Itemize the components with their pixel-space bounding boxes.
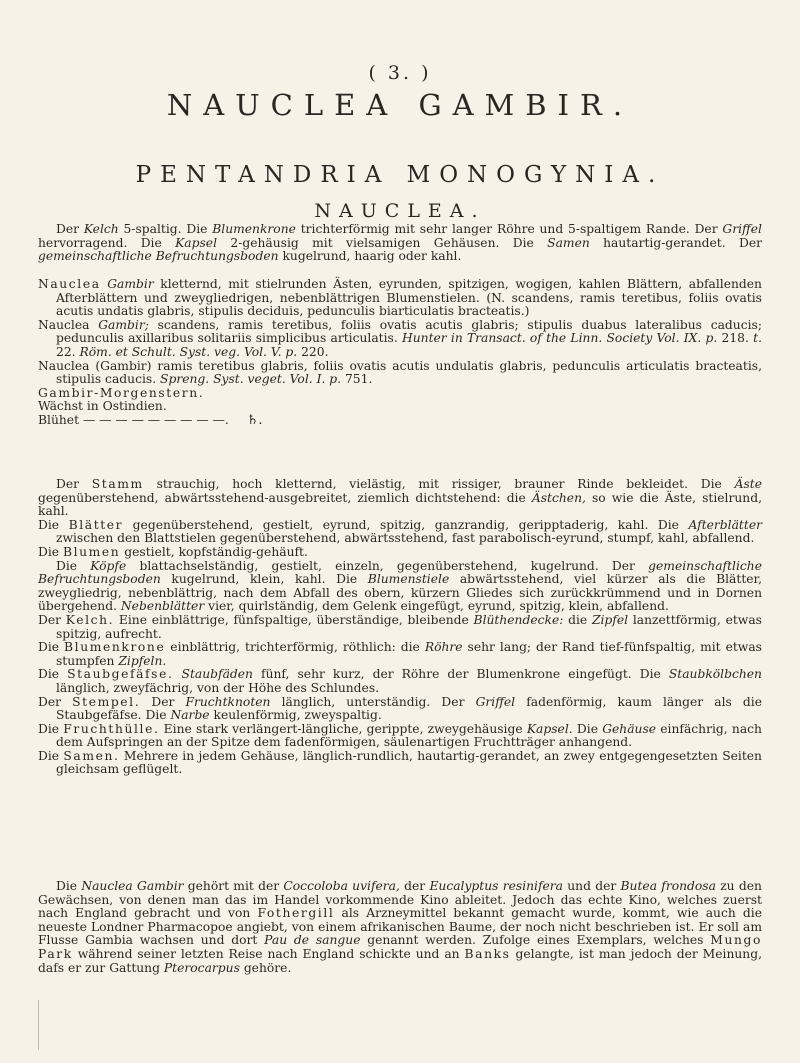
kapsel-label: Kapsel [175,235,218,250]
notes-t2: gehört mit der [187,879,280,893]
nebenblaetter-text: vier, quirlständig, dem Gelenk eingefügt, eyrund, spitzig, klein, abfallend. [208,599,669,614]
griffel-text: hervorragend. Die [38,235,162,250]
vernacular-name: Gambir-Morgenstern. [38,385,205,400]
fruchtknoten-label: Fruchtknoten [185,694,271,709]
stamm-text: strauchig, hoch kletternd, vielästig, mit rissiger, brauner Rinde bekleidet. Die [156,477,722,491]
zipfel-label: Zipfel [591,612,629,627]
notes-t1: Die [56,879,78,893]
boden-label: gemeinschaftliche Befruchtungsboden [38,249,279,264]
notes-person-fothergill: Fothergill [257,906,335,921]
desc-samen: Die Samen. Mehrere in jedem Gehäuse, länglich-rundlich, hautartig-gerandet, an zwey entgegengesetzten Seiten gleichsam geflügelt. [38,748,762,777]
synonym-sprengel [38,360,762,387]
genus-paragraph: Der Kelch 5-spaltig. Die Blumenkrone trichterförmig mit sehr langer Röhre und 5-spaltigem Rande. Der Griffel hervorragend. Die Kapsel 2-gehäusig mit vielsamigen Gehäusen. Die Samen hautartig-gerandet. Der gemeinschaftliche Befruchtungsboden kugelrund, haarig oder kahl. [38,222,762,264]
fruchtknoten-text: länglich, unterständig. Der [281,694,465,709]
aeste-label: Äste [734,477,762,491]
krone-label: Blumenkrone [212,222,296,236]
syn2-ref-page: 751. [344,372,373,387]
syn1-epithet: Gambir; [98,317,149,332]
notes-t7: genannt werden. Zufolge eines Exemplars, welches [367,933,704,948]
bloom-dashes: — — — — — — — — —. [82,412,229,427]
blaetter-text: gegenüberstehend, gestielt, eyrund, spitzig, ganzrandig, geripptaderig, kahl. Die [132,517,679,532]
kapsel-desc-text: Die [576,721,598,736]
blumen-label: Blumen [62,544,121,559]
notes-t3: der [404,879,426,893]
koepfe-text: blattachselständig, gestielt, einzeln, gegenüberstehend, kugelrund. Der [139,558,635,573]
blumenstiele-label: Blumenstiele [367,572,450,587]
staubkoelbchen-text: länglich, zweyfächrig, von der Höhe des Schlundes. [56,680,380,695]
samen-desc-label: Samen. [63,748,120,763]
genus-description [38,223,762,264]
zipfel-text: lanzettförmig, etwas spitzig, aufrecht. [56,612,762,641]
staubgefaesse-label: Staubgefäfse. [67,667,174,682]
koepfe-label: Köpfe [90,558,127,573]
gehaeuse-text: einfächrig, nach dem Aufspringen an der Spitze dem fadenförmigen, säulenartigen Fruchtträger anhangend. [56,721,762,750]
griffel-desc-label: Griffel [475,694,516,709]
notes-t4: und der [567,879,617,893]
syn2-reference: Spreng. Syst. veget. Vol. I. p. [160,372,342,387]
kelch-desc-label: Kelch. [65,612,115,627]
page-number: ( 3. ) [368,62,432,84]
gem-boden-text: kugelrund, klein, kahl. Die [171,572,358,587]
krone-text: trichterförmig mit sehr langer Röhre und 5-spaltigem Rande. Der [300,222,718,236]
narbe-text: keulenförmig, zweyspaltig. [213,708,382,723]
margin-mark [38,1000,39,1050]
diagnosis-german: kletternd, mit stielrunden Ästen, eyrunden, spitzigen, wogigen, kahlen Blättern, abfallenden Afterblättern und zweygliedrigen, nebenblättrigen Blumenstielen. [56,277,762,305]
aestchen-text: so wie die Äste, stielrund, kahl. [38,490,762,519]
species-genus-name: Nauclea [38,277,101,291]
notes-t5: zu den Gewächsen, von denen man das im Handel vorkommende Kino ableitet. Jedoch das echte Kino, welches zuerst nach England gebracht und von [38,879,762,921]
staubfaeden-text: fünf, sehr kurz, der Röhre der Blumenkrone eingefügt. Die [261,667,661,682]
blumen-text: gestielt, kopfständig-gehäuft. [124,544,308,559]
synonym-hunter [38,319,762,360]
stempel-text: Der [151,694,175,709]
desc-stempel: Der Stempel. Der Fruchtknoten länglich, unterständig. Der Griffel fadenförmig, kaum länger als die Staubgefäfse. Die Narbe keulenförmig, zweyspaltig. [38,694,763,723]
afterblaetter-text: zwischen den Blattstielen gegenüberstehend, abwärtsstehend, fast parabolisch-eyrund, stumpf, kahl, abfallend. [56,531,755,546]
syn1-text: scandens, ramis teretibus, foliis ovatis acutis glabris; stipulis duabus lateralibus caducis; pedunculis axillaribus solitariis simplicibus articulatis. [56,317,762,346]
desc-fruchthuelle: Die Fruchthülle. Eine stark verlängert-längliche, gerippte, zweygehäusige Kapsel. Die Gehäuse einfächrig, nach dem Aufspringen an der Spitze dem fadenförmigen, säulenartigen Fruchtträger anhangend. [38,721,762,750]
samen-label: Samen [547,235,590,250]
afterblaetter-label: Afterblätter [688,517,762,532]
syn2-text: ramis teretibus glabris, foliis ovatis acutis undulatis glabris, pedunculis articulatis bracteatis, stipulis caducis. [56,358,762,387]
desc-blaetter: Die Blätter gegenüberstehend, gestielt, eyrund, spitzig, ganzrandig, geripptaderig, kahl. Die Afterblätter zwischen den Blattstielen gegenüberstehend, abwärtsstehend, fast parabolisch-eyrund, stumpf, kahl, abfallend. [38,517,762,546]
gehaeuse-label: Gehäuse [602,721,657,736]
diagnosis-latin: (N. scandens, ramis teretibus, foliis ovatis acutis undatis glabris, stipulis deciduis, pedunculis biarticulatis bracteatis.) [56,290,762,319]
species-diagnosis [38,278,762,319]
blaetter-label: Blätter [68,517,124,532]
bloom-label: Blühet [38,412,80,427]
syn1-ref-page: 218. [721,331,749,346]
linnaean-class-heading: PENTANDRIA MONOGYNIA. [135,162,665,188]
notes-t10: gehöre. [243,960,292,975]
bloom-line [38,414,762,428]
aestchen-label: Ästchen, [531,490,586,505]
roehre-text: sehr lang; der Rand tief-fünfspaltig, mit etwas stumpfen [56,640,762,668]
notes-t6: als Arzneymittel bekannt gemacht wurde, kommt, wie auch die neueste Londner Pharmacopoe angiebt, von einem afrikanischen Baume, der noch nicht beschrieben ist. Er soll am Flusse Gambia wachsen und dort [38,906,762,948]
habitat: Wächst in Ostindien. [38,399,167,414]
staubkoelbchen-label: Staubkölbchen [668,667,762,682]
staubfaeden-label: Staubfäden [181,667,253,682]
notes-t8: während seiner letzten Reise nach England schickte und an [77,946,460,961]
syn1-ref-tab-label: t. [753,331,762,346]
syn1-ref2-page: 220. [301,344,329,359]
species-epithet: Gambir [107,277,154,291]
desc-staubgefaesse: Die Staubgefäfse. Staubfäden fünf, sehr kurz, der Röhre der Blumenkrone eingefügt. Die Staubkölbchen länglich, zweyfächrig, von der Höhe des Schlundes. [38,667,762,695]
nebenblaetter-label: Nebenblätter [120,599,205,614]
narbe-label: Narbe [170,708,210,723]
notes-n5: Pau de sangue [264,933,361,948]
kapsel-desc-label: Kapsel. [526,721,573,736]
bluethendecke-text: die [568,612,588,627]
kelch-label: Kelch [83,222,119,236]
blumenkrone-text: einblättrig, trichterförmig, röthlich: die [170,640,420,655]
kelch-desc-text: Eine einblättrige, fünfspaltige, überständige, bleibende [118,612,469,627]
syn2-name: Nauclea (Gambir) [38,358,152,373]
kapsel-text: 2-gehäusig mit vielsamigen Gehäusen. Die [230,235,534,250]
samen-desc-text: Mehrere in jedem Gehäuse, länglich-rundlich, hautartig-gerandet, an zwey entgegengesetzten Seiten gleichsam geflügelt. [56,748,762,777]
samen-text: hautartig-gerandet. Der [603,235,762,250]
species-section [38,278,762,428]
page-title: NAUCLEA GAMBIR. [166,88,634,122]
griffel-desc-text: fadenförmig, kaum länger als die Staubgefäfse. Die [56,694,763,723]
genus-heading: NAUCLEA. [314,200,486,222]
stempel-label: Stempel. [72,694,141,709]
desc-stamm [38,478,762,519]
blumenkrone-label: Blumenkrone [64,640,166,655]
bluethendecke-label: Blüthendecke: [473,612,564,627]
stamm-prefix: Der [56,477,80,491]
syn1-reference-2: Röm. et Schult. Syst. veg. Vol. V. p. [79,344,298,359]
shrub-symbol: ♄. [246,412,263,428]
notes-person-park: Mungo Park [38,933,762,961]
gem-boden-label: gemeinschaftliche Befruchtungsboden [38,558,762,587]
notes-n2: Coccoloba uvifera, [283,879,400,893]
blumenstiele-text: abwärtsstehend, viel kürzer als die Blätter, zweygliedrig, nebenblättrig, nach dem Abfall des obern, kürzern Gliedes sich zurückkrümmend und in Dornen übergehend. [38,572,762,614]
desc-blumen: Die Blumen gestielt, kopfständig-gehäuft. [38,544,308,559]
stamm-label: Stamm [91,477,144,491]
syn1-name: Nauclea [38,317,90,332]
desc-blumenkrone: Die Blumenkrone einblättrig, trichterförmig, röthlich: die Röhre sehr lang; der Rand tief-fünfspaltig, mit etwas stumpfen Zipfeln. [38,640,762,668]
notes-paragraph [38,880,762,975]
notes-t9: gelangte, ist man jedoch der Meinung, dafs er zur Gattung [38,946,762,975]
fruchthuelle-label: Fruchthülle. [63,721,160,736]
zipfeln-label: Zipfeln. [118,653,167,668]
syn1-reference: Hunter in Transact. of the Linn. Society Vol. IX. p. [402,331,718,346]
aeste-text: gegenüberstehend, abwärtsstehend-ausgebreitet, ziemlich dichtstehend: die [38,490,526,505]
detailed-description [38,478,762,777]
roehre-label: Röhre [424,640,463,655]
fruchthuelle-text: Eine stark verlängert-längliche, gerippte, zweygehäusige [163,721,523,736]
notes-n6: Pterocarpus [163,960,240,975]
boden-text: kugelrund, haarig oder kahl. [282,249,462,264]
desc-koepfe: Die Köpfe blattachselständig, gestielt, einzeln, gegenüberstehend, kugelrund. Der gemeinschaftliche Befruchtungsboden kugelrund, klein, kahl. Die Blumenstiele abwärtsstehend, viel kürzer als die Blätter, zweygliedrig, nebenblättrig, nach dem Abfall des obern, kürzern Gliedes sich zurückkrümmend und in Dornen übergehend. Nebenblätter vier, quirlständig, dem Gelenk eingefügt, eyrund, spitzig, klein, abfallend. [38,558,762,614]
notes-n3: Eucalyptus resinifera [429,879,564,893]
desc-kelch: Der Kelch. Eine einblättrige, fünfspaltige, überständige, bleibende Blüthendecke: die Zipfel lanzettförmig, etwas spitzig, aufrecht. [38,612,762,641]
notes-section [38,880,762,975]
notes-n1: Nauclea Gambir [81,879,184,893]
griffel-label: Griffel [722,222,762,236]
notes-n4: Butea frondosa [620,879,716,893]
syn1-ref-tab: 22. [56,344,76,359]
kelch-text: 5-spaltig. Die [123,222,208,236]
notes-person-banks: Banks [464,946,511,961]
